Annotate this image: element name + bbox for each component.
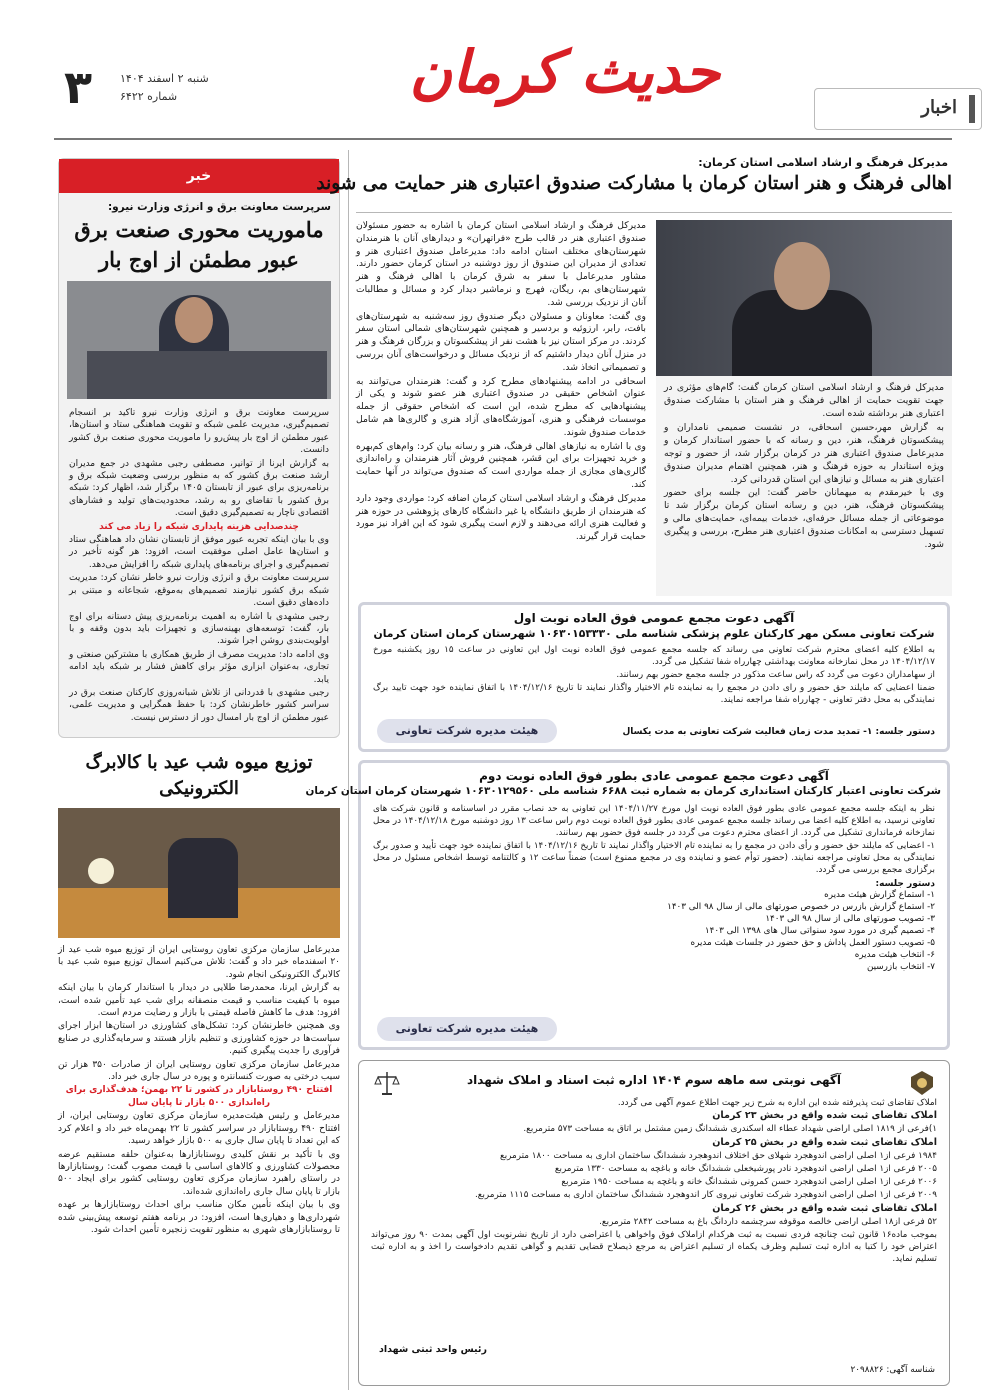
sidebar-paragraph: وی با بیان اینکه تجربه عبور موفق از تابستان نشان داد هماهنگی ستاد و استان‌ها عامل اصلی موفقیت است، افزود: هر گونه تأخیر در تصمیم‌گیری و اجرای برنامه‌های پایداری شبکه را افزایش می‌دهد. xyxy=(69,535,329,570)
agenda-item: ۱- استماع گزارش هیئت مدیره xyxy=(824,890,935,900)
sidebar-paragraph: وی ادامه داد: مدیریت مصرف از طریق همکاری با مشترکین صنعتی و تجاری، به‌عنوان ابزاری مؤثر برای کاهش فشار بر شبکه باید ادامه یابد. xyxy=(69,649,329,685)
ad2-paragraph: نظر به اینکه جلسه مجمع عمومی عادی بطور فوق العاده نوبت اول مورخ ۱۴۰۴/۱۱/۲۷ این تعاونی به حد نصاب مقرر در اساسنامه و قانون شرکت های تعاونی نرسید، به اطلاع کلیه اعضا می رساند جلسه مجمع عمومی عادی بطور فوق العاده نوبت دوم راس ساعت ۱۳ روز دوشنبه مورخ ۱۴۰۴/۱۲/۱۸ در محل نمازخانه فرمانداری تشکیل می گردد. از اعضای محترم دعوت می گردد در جلسه فوق حضور بهم رسانند. xyxy=(373,804,936,838)
sidebar-paragraph: سرپرست معاونت برق و انرژی وزارت نیرو خاطر نشان کرد: مدیریت شبکه برق کشور نیازمند تصمیم‌های به‌موقع، شجاعانه و مبتنی بر داده‌های دقیق است. xyxy=(69,573,329,609)
ad2-agenda-title: دستور جلسه: xyxy=(875,879,935,889)
main-paragraph: مدیرکل فرهنگ و ارشاد اسلامی استان کرمان با اشاره به حضور مسئولان صندوق اعتباری هنر در قالب طرح «فراتهران» و دیدارهای آنان با هنرمندان شهرستان‌های مختلف استان ادامه داد: مدیرعامل صندوق اعتباری هنر و تعدادی از مدیران این صندوق از روز دوشنبه در استان کرمان حضور دارند. مشاور مدیرعامل با سفر به شرق کرمان با اهالی فرهنگ و هنر شهرستان‌های بم، ریگان، فهرج و نرماشیر دیدار کرد و مسائل و مطالبات آنان از نزدیک بررسی شد. xyxy=(356,220,646,308)
main-paragraph: اسحاقی در ادامه پیشنهادهای مطرح کرد و گفت: هنرمندان می‌توانند به عنوان اشخاص حقیقی در صندوق اعتباری هنر عضو شوند و یکی از پیشنهادهایی که مطرح شده، این است که اشخاص حقوقی از جمله موسسات فرهنگی و هنری، آموزشگاه‌های آزاد هنری و گالری‌ها هم شامل خدمات صندوق شوند. xyxy=(356,375,646,438)
ad2-signature: هیئت مدیره شرکت تعاونی xyxy=(377,1017,557,1041)
fruit-photo xyxy=(58,808,340,938)
page-number: ۳ xyxy=(64,60,93,114)
fruit-paragraph: وی همچنین خاطرنشان کرد: تشکل‌های کشاورزی در استان‌ها ابزار اجرای سیاست‌ها در حوزه کشاورزی و تنظیم بازار هستند و سرمایه‌گذاری در صنایع فرآوری را جدیت پیگیری کنیم. xyxy=(58,1021,340,1057)
main-paragraph: وی با اشاره به نیازهای اهالی فرهنگ، هنر و رسانه بیان کرد: وام‌های کم‌بهره و خرید تجهیزات برای این قشر، همچنین فروش آثار هنرمندان و راه‌اندازی گالری‌های مجازی از جمله مواردی است که صندوق می‌تواند در آنها حمایت کند. xyxy=(356,440,646,490)
newspaper-logo xyxy=(409,30,720,130)
photo-lamp xyxy=(88,858,114,884)
ad2-body xyxy=(361,803,947,876)
fruit-highlight: افتتاح ۴۹۰ روستابازار در کشور تا ۲۲ بهمن؛ هدف‌گذاری برای راه‌اندازی ۵۰۰ بازار تا پایان سال xyxy=(65,1085,333,1108)
fruit-body xyxy=(58,938,340,1236)
registry-emblem-icon xyxy=(909,1069,935,1097)
section-label: اخبار xyxy=(921,97,957,118)
sidebar-photo xyxy=(67,281,331,399)
ad3-item: ۲۰۰۹ فرعی از۱ اصلی اراضی اندوهجرد شرکت تعاونی نیروی کار اندوهجرد ششدانگ ساختمان اداری به مساحت ۱۱۱۵ مترمربع. xyxy=(475,1190,937,1201)
ad3-closing: بموجب ماده۱۶ قانون ثبت چنانچه فردی نسبت به ثبت هرکدام ازاملاک فوق واخواهی یا اعتراضی دارد از تاریخ نشرنوبت اول آگهی بمدت ۹۰ روز می‌تواند اعتراض خود را کتبا به اداره ثبت تسلیم وظرف یکماه از تسلیم اعتراض به مرجع ذیصلاح قضایی تقدیم و گواهی تقدیم دادخواست را اخذ و به اداره ثبت تسلیم نماید. xyxy=(371,1230,937,1265)
masthead-divider xyxy=(54,138,952,140)
agenda-item: ۲- استماع گزارش بازرس در خصوص صورتهای مالی از سال ۹۸ الی ۱۴۰۳ xyxy=(667,902,935,912)
section-tab xyxy=(814,88,982,130)
main-right-body xyxy=(656,422,952,551)
ad1-body xyxy=(361,644,947,706)
ad3-item: ۲۰۰۵ فرعی از۱ اصلی اراضی اندوهجرد نادر پورشیخعلی ششدانگ خانه و باغچه به مساحت ۱۳۳۰ مترمربع xyxy=(554,1164,937,1175)
ad1-paragraph: از سهامداران دعوت می گردد که راس ساعت مذکور در جلسه مجمع حضور بهم رسانند. xyxy=(616,670,935,680)
ad-credit-coop xyxy=(305,760,950,1050)
main-left-column xyxy=(356,220,646,596)
ad2-subtitle: شرکت تعاونی اعتبار کارکنان استانداری کرمان به شماره ثبت ۶۶۸۸ شناسه ملی ۱۰۶۳۰۱۲۹۵۶۰ شهرستان کرمان استان کرمان xyxy=(305,785,941,797)
sidebar-label: خبر xyxy=(59,159,339,193)
fruit-paragraph: وی با تأکید بر نقش کلیدی روستابازارها به‌عنوان حلقه مستقیم عرضه محصولات کشاورزی و کالاهای اساسی با قیمت مصوب گفت: روستابازارها در راستای راهبرد سازمان مرکزی تعاون روستایی کشور برای ایجاد ۵۰۰ بازار تا پایان سال جاری راه‌اندازی شده‌اند. xyxy=(58,1149,340,1197)
ad1-title: آگهی دعوت مجمع عمومی فوق العاده نوبت اول xyxy=(513,611,795,625)
sidebar-kicker: سرپرست معاونت برق و انرژی وزارت نیرو: xyxy=(107,201,331,213)
ad1-paragraph: ضمنا اعضایی که مایلند حق حضور و رای دادن در مجمع را به نماینده تام الاختیار واگذار نمایند تا تاریخ ۱۴۰۴/۱۲/۱۶ با اتفاق نماینده خود جهت تایید برگ نمایندگی به محل دفتر تعاونی - چهارراه شفا مراجعه نمایند. xyxy=(373,683,936,705)
photo-microphones xyxy=(87,351,327,399)
ad3-id: شناسه آگهی: ۲۰۹۸۸۲۶ xyxy=(850,1365,935,1375)
ad3-section-heading: املاک تقاضای ثبت شده واقع در بخش ۲۶ کرمان xyxy=(712,1202,937,1214)
sidebar-paragraph: رجبی مشهدی با قدردانی از تلاش شبانه‌روزی کارکنان صنعت برق در سراسر کشور خاطرنشان کرد: با حفظ همگرایی و مدیریت علمی، عبور مطمئن از اوج بار امسال دور از دسترس نیست. xyxy=(69,687,329,723)
justice-scale-icon xyxy=(373,1069,401,1097)
ad3-item: ۵۲ فرعی از۱۸ اصلی اراضی خالصه موقوفه سرچشمه داردانگ باغ به مساحت ۲۸۴۲ مترمربع. xyxy=(599,1216,937,1227)
ad3-item: ۱)فرعی از ۱۸۱۹ اصلی اراضی شهداد عطاء اله اسکندری ششدانگ زمین مشتمل بر اتاق به مساحت ۵۷۳ مترمربع. xyxy=(523,1124,937,1135)
main-caption: مدیرکل فرهنگ و ارشاد اسلامی استان کرمان گفت: گام‌های مؤثری در جهت تقویت حمایت از اهالی فرهنگ و هنر استان با مشارکت صندوق اعتباری هنر برداشته شده است. xyxy=(664,382,944,419)
ad3-body xyxy=(359,1087,949,1266)
sidebar-headline: ماموریت محوری صنعت برق عبور مطمئن از اوج بار xyxy=(74,217,324,272)
fruit-paragraph: مدیرعامل سازمان مرکزی تعاون روستایی ایران از صادرات ۳۵۰ هزار تن سیب درختی به صورت کنسانتره و پوره در سال جاری خبر داد. xyxy=(58,1059,340,1083)
ad2-title: آگهی دعوت مجمع عمومی عادی بطور فوق العاده نوبت دوم xyxy=(479,769,829,783)
main-paragraph: مدیرکل فرهنگ و ارشاد اسلامی استان کرمان اضافه کرد: مواردی وجود دارد که هنرمندان از طریق دانشگاه یا غیر دانشگاه کارهای پژوهشی در حوزه هنر و فعالیت هنری ارائه می‌دهند و لازم است پیگیری شود که این افراد نیز مورد حمایت قرار گیرند. xyxy=(356,492,646,543)
main-article xyxy=(316,152,952,596)
main-photo xyxy=(656,220,952,376)
ad3-title: آگهی نوبتی سه ماهه سوم ۱۴۰۴ اداره ثبت اسناد و املاک شهداد xyxy=(466,1073,841,1087)
ad3-item: ۱۹۸۴ فرعی از۱ اصلی اراضی اندوهجرد شهلای حق اختلاف اندوهجرد ششدانگ ساختمان اداری به مساحت ۱۸۰۰ مترمربع xyxy=(500,1150,937,1161)
ad1-signature: هیئت مدیره شرکت تعاونی xyxy=(377,719,557,743)
main-kicker: مدیرکل فرهنگ و ارشاد اسلامی استان کرمان: xyxy=(698,156,948,169)
agenda-item: ۵- تصویب دستور العمل پاداش و حق حضور در جلسات هیئت مدیره xyxy=(690,938,935,948)
sidebar-news xyxy=(58,158,340,738)
headline-underline xyxy=(356,212,952,213)
agenda-item: ۶- انتخاب هیئت مدیره xyxy=(854,950,935,960)
date-line: شنبه ۲ اسفند ۱۴۰۴ xyxy=(120,72,209,85)
agenda-item: ۴- تصمیم گیری در مورد سود سنواتی سال های ۱۳۹۸ الی ۱۴۰۳ xyxy=(704,926,935,936)
sidebar-highlight: چندصدایی هزینه پایداری شبکه را زیاد می کند xyxy=(99,521,299,532)
ad-registry xyxy=(358,1060,950,1386)
masthead xyxy=(0,0,1000,140)
main-paragraph: وی گفت: معاونان و مسئولان دیگر صندوق روز سه‌شنبه به شهرستان‌های بافت، رابر، ارزوئیه و بردسیر و همچنین شهرستان‌های شمالی استان سفر کردند. در مرکز استان نیز با هشت نفر از پیشکسوتان و بزرگان فرهنگ و هنر در منزل آنان دیدار داشتیم که از نزدیک مسائل و درخواست‌های آنان بررسی و تصمیماتی اتخاذ شد. xyxy=(356,310,646,373)
fruit-paragraph: وی با بیان اینکه تأمین مکان مناسب برای احداث روستابازارها بر عهده شهرداری‌ها و دهیاری‌ها است، افزود: در برنامه هفتم توسعه پیش‌بینی شده تا روستابازارهای شهری به منظور تقویت زنجیره تأمین احداث شود. xyxy=(58,1200,340,1235)
logo-text: حدیث کرمان xyxy=(409,38,720,106)
photo-face xyxy=(175,297,213,343)
sidebar-paragraph: سرپرست معاونت برق و انرژی وزارت نیرو تاکید بر انسجام تصمیم‌گیری، مدیریت علمی شبکه و تقویت هماهنگی ستاد و استان‌ها، عبور مطمئن از اوج بار پیش‌رو را ماموریت محوری صنعت برق کشور دانست. xyxy=(69,408,329,456)
fruit-headline: توزیع میوه شب عید با کالابرگ الکترونیکی xyxy=(85,752,313,799)
issue-number: شماره ۶۴۲۲ xyxy=(120,90,178,103)
ad3-section-heading: املاک تقاضای ثبت شده واقع در بخش ۲۳ کرمان xyxy=(712,1110,937,1122)
sidebar-body xyxy=(59,399,339,724)
main-paragraph: به گزارش مهر،حسین اسحاقی، در نشست صمیمی نامداران و پیشکسوتان فرهنگ، هنر، دین و رسانه که با حضور استاندار کرمان و مدیرعامل صندوق اعتباری هنر در کرمان برگزار شد، از حضور و توجه ویژه استاندار به حوزه فرهنگ و هنر، همچنین اهتمام مدیران صندوق اعتباری هنر به مسائل و نیازهای این استان قدردانی کرد. xyxy=(664,422,944,485)
main-paragraph: وی با خیرمقدم به میهمانان حاضر گفت: این جلسه برای حضور پیشکسوتان فرهنگ، هنر، دین و رسانه استان کرمان برگزار شد تا موضوعاتی از جمله مسائل حرفه‌ای، خدمات بیمه‌ای، حمایت‌های مالی و تسهیل دسترسی به امکانات صندوق اعتباری هنر مطرح، بررسی و پیگیری شود. xyxy=(664,487,944,550)
agenda-item: ۳- تصویب صورتهای مالی از سال ۹۸ الی ۱۴۰۳ xyxy=(765,914,935,924)
sidebar-paragraph: به گزارش ایرنا از توانیر، مصطفی رجبی مشهدی در جمع مدیران ارشد صنعت برق کشور که به منظور بررسی وضعیت شبکه برق و برنامه‌ریزی برای عبور از تابستان ۱۴۰۵ برگزار شد، اظهار کرد: شبکه برق کشور با تقاضای رو به رشد، محدودیت‌های تولید و فشارهای اقتصادی ناچار به تصمیم‌گیری دقیق است. xyxy=(69,458,329,519)
ad1-agenda: دستور جلسه: ۱- تمدید مدت زمان فعالیت شرکت تعاونی به مدت یکسال xyxy=(622,727,935,737)
fruit-article xyxy=(58,746,340,1386)
photo-crowd xyxy=(168,838,238,918)
ad1-subtitle: شرکت تعاونی مسکن مهر کارکنان علوم پزشکی شناسه ملی ۱۰۶۳۰۱۵۳۳۳۰ شهرستان کرمان استان کرمان xyxy=(373,627,935,640)
fruit-paragraph: به گزارش ایرنا، محمدرضا طلایی در دیدار با استاندار کرمان با بیان اینکه میوه با کیفیت مناسب و قیمت منصفانه برای شب عید تأمین شده است، افزود: هدف ما کاهش فاصله قیمتی با بازار و رضایت مردم است. xyxy=(58,983,340,1019)
column-divider xyxy=(348,150,349,1390)
main-right-column xyxy=(656,220,952,596)
main-headline: اهالی فرهنگ و هنر استان کرمان با مشارکت صندوق اعتباری هنر حمایت می شوند xyxy=(316,173,952,194)
ad1-paragraph: به اطلاع کلیه اعضای محترم شرکت تعاونی می رساند که جلسه مجمع عمومی فوق العاده نوبت اول این تعاونی در ساعت ۱۵ روز یکشنبه مورخ ۱۴۰۴/۱۲/۱۷ در محل نمازخانه معاونت بهداشتی چهارراه شفا تشکیل می گردد. xyxy=(373,645,936,667)
ad3-signature: رئیس واحد ثبتی شهداد xyxy=(379,1344,487,1355)
sidebar-paragraph: رجبی مشهدی با اشاره به اهمیت برنامه‌ریزی پیش دستانه برای اوج بار، گفت: توسعه‌های بهینه‌سازی و تجهیزات باید بدون وقفه و با اولویت‌بندی روشن اجرا شوند. xyxy=(69,611,329,647)
ad3-intro: املاک تقاضای ثبت پذیرفته شده این اداره به شرح زیر جهت اطلاع عموم آگهی می گردد. xyxy=(617,1098,937,1108)
fruit-paragraph: مدیرعامل و رئیس هیئت‌مدیره سازمان مرکزی تعاون روستایی ایران، از افتتاح ۴۹۰ روستابازار در سراسر کشور تا ۲۲ بهمن‌ماه خبر داد و اعلام کرد که این تعداد تا پایان سال جاری به ۵۰۰ بازار خواهد رسید. xyxy=(58,1111,340,1147)
photo-face xyxy=(774,242,830,310)
ad-housing-coop xyxy=(358,602,950,752)
fruit-paragraph: مدیرعامل سازمان مرکزی تعاون روستایی ایران از توزیع میوه شب عید از ۲۰ اسفندماه خبر داد و گفت: تلاش می‌کنیم اسمال توزیع میوه شب عید با کالابرگ الکترونیکی انجام شود. xyxy=(58,945,340,980)
ad2-paragraph: ۱- اعضایی که مایلند حق حضور و رأی دادن در مجمع را به نماینده تام الاختیار واگذار نمایند تا تاریخ ۱۴۰۴/۱۲/۱۶ با اتفاق نماینده خود جهت تأیید و صدور برگ نمایندگی به محل تعاونی مراجعه نمایند. (حضور توأم عضو و نماینده وی در مجمع ممنوع است) ضمناً ساعت ۱۲ و کالتنامه توسط اشخاص مسئول در محل برگزاری مجمع بررسی می گردد. xyxy=(373,841,936,875)
ad3-item: ۲۰۰۶ فرعی از۱ اصلی اراضی اندوهجرد حسن کمرونی ششدانگ خانه و باغچه به مساحت ۱۹۵۰ مترمربع xyxy=(561,1177,937,1188)
ad2-agenda-list xyxy=(361,889,947,973)
agenda-item: ۷- انتخاب بازرسین xyxy=(866,962,935,972)
ad3-section-heading: املاک تقاضای ثبت شده واقع در بخش ۲۵ کرمان xyxy=(712,1136,937,1148)
